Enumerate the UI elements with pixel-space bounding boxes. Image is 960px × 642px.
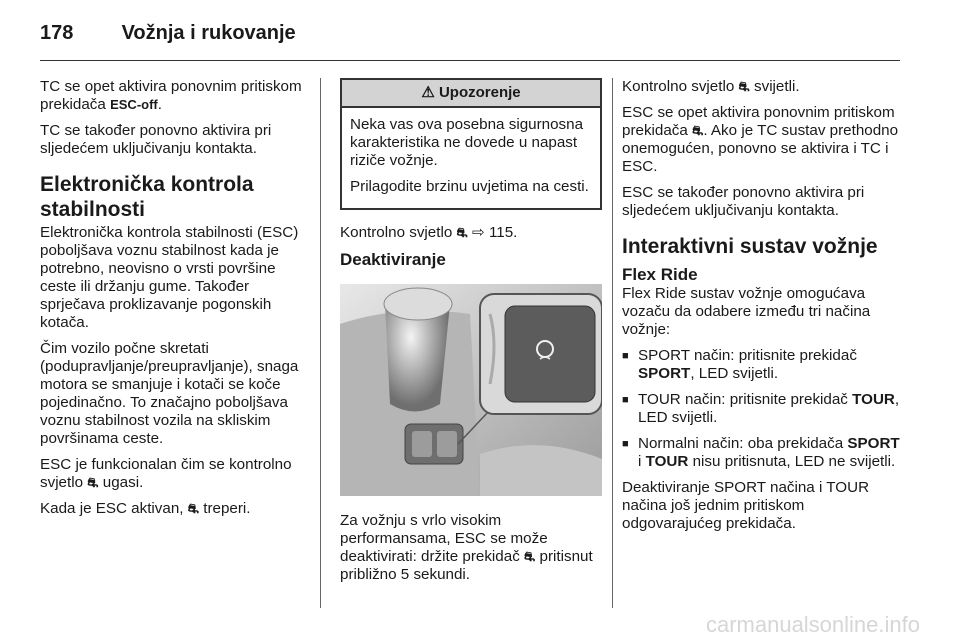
section-heading: Interaktivni sustav vožnje — [622, 235, 878, 258]
column-divider — [612, 78, 613, 608]
column-divider — [320, 78, 321, 608]
paragraph: ESC se opet aktivira ponovnim pritiskom prekidača ⛐. Ako je TC sustav prethodno onemogućen, ponovno se aktivira i TC i ESC. — [622, 104, 899, 175]
subsection-heading: Flex Ride — [622, 265, 698, 284]
car-skid-icon: ⛐ — [692, 123, 704, 138]
esc-off-icon: ESC-off — [110, 97, 158, 112]
list-item: ■ SPORT način: pritisnite prekidač SPORT, LED svijetli. — [622, 347, 904, 383]
car-skid-icon: ⛐ — [456, 225, 468, 240]
section-heading: Elektronička kontrola stabilnosti — [40, 173, 254, 221]
car-skid-icon: ⛐ — [738, 79, 750, 94]
paragraph: Kontrolno svjetlo ⛐ ⇨ 115. — [340, 224, 518, 241]
warning-body — [342, 108, 600, 208]
warning-text: Neka vas ova posebna sigurnosna karakteristika ne dovede u napast riziče vožnje. — [350, 116, 584, 169]
paragraph: ESC je funkcionalan čim se kontrolno svjetlo ⛐ ugasi. — [40, 456, 292, 491]
page-reference[interactable]: 115. — [488, 224, 518, 241]
page-title: Vožnja i rukovanje — [121, 22, 296, 44]
car-skid-icon: ⛐ — [87, 475, 99, 490]
page-reference-arrow[interactable]: ⇨ — [472, 224, 485, 241]
column-left — [40, 78, 308, 526]
page-header — [40, 22, 296, 45]
warning-box — [340, 78, 602, 210]
paragraph: Deaktiviranje SPORT načina i TOUR načina još jednim pritiskom odgovarajućeg prekidača. — [622, 479, 870, 532]
subsection-heading: Deaktiviranje — [340, 250, 446, 269]
paragraph: Za vožnju s vrlo visokim performansama, ESC se može deaktivirati: držite prekidač ⛐ pritisnut približno 5 sekundi. — [340, 512, 593, 583]
paragraph: Kontrolno svjetlo ⛐ svijetli. — [622, 78, 800, 95]
warning-header — [342, 80, 600, 108]
paragraph: Elektronička kontrola stabilnosti (ESC) poboljšava voznu stabilnost kada je potrebno, neovisno o vrsti površine ceste ili držanju gume. Također sprječava proklizavanje pogonskih kotača. — [40, 224, 299, 331]
column-right — [622, 78, 904, 541]
paragraph: Flex Ride sustav vožnje omogućava vozaču da odabere između tri načina vožnje: — [622, 285, 871, 338]
warning-title: Upozorenje — [438, 84, 521, 101]
car-skid-icon: ⛐ — [187, 501, 199, 516]
esc-button-photo — [340, 284, 602, 496]
console-illustration — [340, 284, 602, 496]
page-number: 178 — [40, 22, 74, 44]
paragraph: TC se također ponovno aktivira pri sljedećem uključivanju kontakta. — [40, 122, 272, 157]
header-divider — [40, 60, 900, 61]
paragraph: Kada je ESC aktivan, ⛐ treperi. — [40, 500, 251, 517]
warning-icon: ⚠ — [421, 84, 435, 101]
warning-text: Prilagodite brzinu uvjetima na cesti. — [350, 178, 589, 195]
paragraph: Čim vozilo počne skretati (podupravljanje/preupravljanje), snaga motora se smanjuje i kotači se koče pojedinačno. To značajno poboljšava voznu stabilnost vozila na skliskim površinama ceste. — [40, 340, 299, 447]
list-item: ■ TOUR način: pritisnite prekidač TOUR, LED svijetli. — [622, 391, 904, 427]
watermark: carmanualsonline.info — [705, 612, 920, 637]
paragraph: ESC se također ponovno aktivira pri sljedećem uključivanju kontakta. — [622, 184, 865, 219]
column-middle — [340, 78, 602, 592]
paragraph: TC se opet aktivira ponovnim pritiskom prekidača ESC-off. — [40, 78, 302, 113]
car-skid-icon: ⛐ — [524, 549, 536, 564]
list-item: ■ Normalni način: oba prekidača SPORT i TOUR nisu pritisnuta, LED ne svijetli. — [622, 435, 904, 471]
